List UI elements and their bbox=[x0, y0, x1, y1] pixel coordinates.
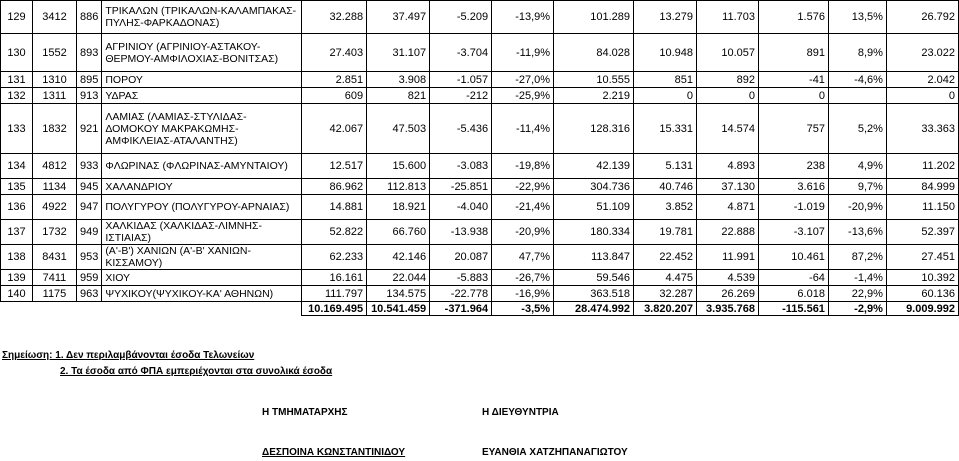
value-cell: 2.851 bbox=[302, 72, 367, 88]
value-cell: 128.316 bbox=[554, 104, 634, 154]
table-row bbox=[1, 154, 959, 179]
office-code-cell: 913 bbox=[76, 88, 101, 104]
row-index-cell: 135 bbox=[1, 179, 33, 195]
code-cell: 8431 bbox=[32, 245, 76, 270]
value-cell: 42.067 bbox=[302, 104, 367, 154]
office-code-cell: 895 bbox=[76, 72, 101, 88]
office-code-cell: 933 bbox=[76, 154, 101, 179]
row-index-cell: 134 bbox=[1, 154, 33, 179]
value-cell: 1.576 bbox=[758, 1, 828, 34]
office-name-cell: ΧΙΟΥ bbox=[102, 270, 302, 286]
value-cell: 5,2% bbox=[828, 104, 886, 154]
table-body bbox=[1, 1, 959, 316]
value-cell: 10.948 bbox=[634, 34, 697, 72]
value-cell: 14.881 bbox=[302, 195, 367, 220]
office-code-cell: 959 bbox=[76, 270, 101, 286]
value-cell: 112.813 bbox=[367, 179, 430, 195]
value-cell: 13.279 bbox=[634, 1, 697, 34]
value-cell: -41 bbox=[758, 72, 828, 88]
value-cell: 113.847 bbox=[554, 245, 634, 270]
code-cell: 1175 bbox=[32, 286, 76, 302]
value-cell: 37.130 bbox=[697, 179, 759, 195]
value-cell: 4.871 bbox=[697, 195, 759, 220]
value-cell: 47,7% bbox=[492, 245, 554, 270]
value-cell: -11,4% bbox=[492, 104, 554, 154]
value-cell: 52.397 bbox=[886, 220, 958, 245]
value-cell: 26.269 bbox=[697, 286, 759, 302]
value-cell: -22,9% bbox=[492, 179, 554, 195]
value-cell: 19.781 bbox=[634, 220, 697, 245]
value-cell: -13,6% bbox=[828, 220, 886, 245]
value-cell: 32.287 bbox=[634, 286, 697, 302]
value-cell: 86.962 bbox=[302, 179, 367, 195]
value-cell: 3.852 bbox=[634, 195, 697, 220]
code-cell: 4812 bbox=[32, 154, 76, 179]
value-cell: 0 bbox=[886, 88, 958, 104]
table-row bbox=[1, 34, 959, 72]
office-name-cell: ΥΔΡΑΣ bbox=[102, 88, 302, 104]
value-cell: 13,5% bbox=[828, 1, 886, 34]
value-cell: 11.202 bbox=[886, 154, 958, 179]
value-cell: 4.893 bbox=[697, 154, 759, 179]
office-name-cell: ΦΛΩΡΙΝΑΣ (ΦΛΩΡΙΝΑΣ-ΑΜΥΝΤΑΙΟΥ) bbox=[102, 154, 302, 179]
total-value-cell: 10.169.495 bbox=[302, 302, 367, 316]
blank-cell bbox=[102, 302, 302, 316]
value-cell: 62.233 bbox=[302, 245, 367, 270]
value-cell: 11.991 bbox=[697, 245, 759, 270]
value-cell: 11.703 bbox=[697, 1, 759, 34]
value-cell: 10.555 bbox=[554, 72, 634, 88]
value-cell: 6.018 bbox=[758, 286, 828, 302]
signature-left-name: ΔΕΣΠΟΙΝΑ ΚΩΝΣΤΑΝΤΙΝΙΔΟΥ bbox=[262, 447, 406, 458]
value-cell: -22.778 bbox=[430, 286, 492, 302]
value-cell: 238 bbox=[758, 154, 828, 179]
value-cell: 60.136 bbox=[886, 286, 958, 302]
value-cell: -3.107 bbox=[758, 220, 828, 245]
value-cell: 18.921 bbox=[367, 195, 430, 220]
row-index-cell: 138 bbox=[1, 245, 33, 270]
value-cell: -4,6% bbox=[828, 72, 886, 88]
code-cell: 3412 bbox=[32, 1, 76, 34]
value-cell bbox=[828, 88, 886, 104]
value-cell: 892 bbox=[697, 72, 759, 88]
value-cell: 15.600 bbox=[367, 154, 430, 179]
value-cell: 10.392 bbox=[886, 270, 958, 286]
office-name-cell: (Α'-Β') ΧΑΝΙΩΝ (Α'-Β' ΧΑΝΙΩΝ-ΚΙΣΣΑΜΟΥ) bbox=[102, 245, 302, 270]
value-cell: 22.044 bbox=[367, 270, 430, 286]
value-cell: 2.042 bbox=[886, 72, 958, 88]
value-cell: 0 bbox=[634, 88, 697, 104]
code-cell: 7411 bbox=[32, 270, 76, 286]
office-code-cell: 893 bbox=[76, 34, 101, 72]
value-cell: 821 bbox=[367, 88, 430, 104]
office-name-cell: ΧΑΛΚΙΔΑΣ (ΧΑΛΚΙΔΑΣ-ΛΙΜΝΗΣ-ΙΣΤΙΑΙΑΣ) bbox=[102, 220, 302, 245]
value-cell: 20.087 bbox=[430, 245, 492, 270]
office-name-cell: ΠΟΛΥΓΥΡΟΥ (ΠΟΛΥΓΥΡΟΥ-ΑΡΝΑΙΑΣ) bbox=[102, 195, 302, 220]
total-value-cell: -3,5% bbox=[492, 302, 554, 316]
total-value-cell: -2,9% bbox=[828, 302, 886, 316]
value-cell: -5.436 bbox=[430, 104, 492, 154]
value-cell: 304.736 bbox=[554, 179, 634, 195]
row-index-cell: 130 bbox=[1, 34, 33, 72]
table-row bbox=[1, 286, 959, 302]
value-cell: 59.546 bbox=[554, 270, 634, 286]
value-cell: 15.331 bbox=[634, 104, 697, 154]
table-row bbox=[1, 270, 959, 286]
value-cell: 16.161 bbox=[302, 270, 367, 286]
office-code-cell: 945 bbox=[76, 179, 101, 195]
office-name-cell: ΑΓΡΙΝΙΟΥ (ΑΓΡΙΝΙΟΥ-ΑΣΤΑΚΟΥ-ΘΕΡΜΟΥ-ΑΜΦΙΛΟΧΙΑΣ-ΒΟΝΙΤΣΑΣ) bbox=[102, 34, 302, 72]
value-cell: -21,4% bbox=[492, 195, 554, 220]
value-cell: -5.209 bbox=[430, 1, 492, 34]
total-value-cell: 28.474.992 bbox=[554, 302, 634, 316]
code-cell: 1311 bbox=[32, 88, 76, 104]
code-cell: 1134 bbox=[32, 179, 76, 195]
value-cell: 11.150 bbox=[886, 195, 958, 220]
value-cell: -1.019 bbox=[758, 195, 828, 220]
value-cell: 363.518 bbox=[554, 286, 634, 302]
table-row bbox=[1, 179, 959, 195]
value-cell: 4.539 bbox=[697, 270, 759, 286]
row-index-cell: 132 bbox=[1, 88, 33, 104]
value-cell: 180.334 bbox=[554, 220, 634, 245]
code-cell: 4922 bbox=[32, 195, 76, 220]
blank-cell bbox=[1, 302, 33, 316]
table-row bbox=[1, 88, 959, 104]
value-cell: 111.797 bbox=[302, 286, 367, 302]
value-cell: -1.057 bbox=[430, 72, 492, 88]
row-index-cell: 129 bbox=[1, 1, 33, 34]
office-code-cell: 921 bbox=[76, 104, 101, 154]
value-cell: -19,8% bbox=[492, 154, 554, 179]
row-index-cell: 139 bbox=[1, 270, 33, 286]
office-name-cell: ΧΑΛΑΝΔΡΙΟΥ bbox=[102, 179, 302, 195]
value-cell: -1,4% bbox=[828, 270, 886, 286]
row-index-cell: 137 bbox=[1, 220, 33, 245]
value-cell: 32.288 bbox=[302, 1, 367, 34]
value-cell: -5.883 bbox=[430, 270, 492, 286]
row-index-cell: 131 bbox=[1, 72, 33, 88]
value-cell: 66.760 bbox=[367, 220, 430, 245]
value-cell: 3.908 bbox=[367, 72, 430, 88]
value-cell: 757 bbox=[758, 104, 828, 154]
value-cell: 10.057 bbox=[697, 34, 759, 72]
signature-left-title: Η ΤΜΗΜΑΤΑΡΧΗΣ bbox=[262, 407, 348, 418]
office-code-cell: 953 bbox=[76, 245, 101, 270]
table-row bbox=[1, 72, 959, 88]
value-cell: -64 bbox=[758, 270, 828, 286]
value-cell: 14.574 bbox=[697, 104, 759, 154]
signature-right-title: Η ΔΙΕΥΘΥΝΤΡΙΑ bbox=[482, 407, 559, 418]
value-cell: -11,9% bbox=[492, 34, 554, 72]
value-cell: 134.575 bbox=[367, 286, 430, 302]
row-index-cell: 140 bbox=[1, 286, 33, 302]
value-cell: 40.746 bbox=[634, 179, 697, 195]
total-value-cell: 3.820.207 bbox=[634, 302, 697, 316]
note-line-1: Σημείωση: 1. Δεν περιλαμβάνονται έσοδα Τελωνείων bbox=[2, 350, 255, 361]
office-name-cell: ΠΟΡΟΥ bbox=[102, 72, 302, 88]
value-cell: 4,9% bbox=[828, 154, 886, 179]
code-cell: 1732 bbox=[32, 220, 76, 245]
value-cell: 37.497 bbox=[367, 1, 430, 34]
value-cell: 12.517 bbox=[302, 154, 367, 179]
office-code-cell: 963 bbox=[76, 286, 101, 302]
value-cell: -3.083 bbox=[430, 154, 492, 179]
value-cell: -27,0% bbox=[492, 72, 554, 88]
note-line-2: 2. Τα έσοδα από ΦΠΑ εμπεριέχονται στα συνολικά έσοδα bbox=[60, 366, 333, 377]
value-cell: 10.461 bbox=[758, 245, 828, 270]
value-cell: 22.888 bbox=[697, 220, 759, 245]
value-cell: 52.822 bbox=[302, 220, 367, 245]
value-cell: 609 bbox=[302, 88, 367, 104]
value-cell: 8,9% bbox=[828, 34, 886, 72]
table-row bbox=[1, 104, 959, 154]
table-row bbox=[1, 245, 959, 270]
code-cell: 1832 bbox=[32, 104, 76, 154]
value-cell: -26,7% bbox=[492, 270, 554, 286]
value-cell: -13,9% bbox=[492, 1, 554, 34]
value-cell: 87,2% bbox=[828, 245, 886, 270]
value-cell: 84.028 bbox=[554, 34, 634, 72]
total-value-cell: 10.541.459 bbox=[367, 302, 430, 316]
value-cell: 4.475 bbox=[634, 270, 697, 286]
total-value-cell: -371.964 bbox=[430, 302, 492, 316]
office-name-cell: ΨΥΧΙΚΟΥ(ΨΥΧΙΚΟΥ-ΚΑ' ΑΘΗΝΩΝ) bbox=[102, 286, 302, 302]
value-cell: 0 bbox=[697, 88, 759, 104]
value-cell: 51.109 bbox=[554, 195, 634, 220]
office-name-cell: ΤΡΙΚΑΛΩΝ (ΤΡΙΚΑΛΩΝ-ΚΑΛΑΜΠΑΚΑΣ-ΠΥΛΗΣ-ΦΑΡΚΑΔΟΝΑΣ) bbox=[102, 1, 302, 34]
value-cell: 31.107 bbox=[367, 34, 430, 72]
blank-cell bbox=[76, 302, 101, 316]
value-cell: 23.022 bbox=[886, 34, 958, 72]
value-cell: -4.040 bbox=[430, 195, 492, 220]
total-value-cell: 3.935.768 bbox=[697, 302, 759, 316]
value-cell: -20,9% bbox=[828, 195, 886, 220]
value-cell: 2.219 bbox=[554, 88, 634, 104]
office-code-cell: 947 bbox=[76, 195, 101, 220]
row-index-cell: 136 bbox=[1, 195, 33, 220]
office-code-cell: 886 bbox=[76, 1, 101, 34]
value-cell: -25,9% bbox=[492, 88, 554, 104]
value-cell: 891 bbox=[758, 34, 828, 72]
value-cell: -20,9% bbox=[492, 220, 554, 245]
value-cell: -16,9% bbox=[492, 286, 554, 302]
table-row bbox=[1, 1, 959, 34]
value-cell: 27.451 bbox=[886, 245, 958, 270]
value-cell: -13.938 bbox=[430, 220, 492, 245]
value-cell: 42.139 bbox=[554, 154, 634, 179]
value-cell: 101.289 bbox=[554, 1, 634, 34]
code-cell: 1552 bbox=[32, 34, 76, 72]
value-cell: 42.146 bbox=[367, 245, 430, 270]
total-row bbox=[1, 302, 959, 316]
value-cell: 22.452 bbox=[634, 245, 697, 270]
table-row bbox=[1, 195, 959, 220]
value-cell: -25.851 bbox=[430, 179, 492, 195]
value-cell: -212 bbox=[430, 88, 492, 104]
office-name-cell: ΛΑΜΙΑΣ (ΛΑΜΙΑΣ-ΣΤΥΛΙΔΑΣ-ΔΟΜΟΚΟΥ ΜΑΚΡΑΚΩΜΗΣ-ΑΜΦΙΚΛΕΙΑΣ-ΑΤΑΛΑΝΤΗΣ) bbox=[102, 104, 302, 154]
signature-right-name: ΕΥΑΝΘΙΑ ΧΑΤΖΗΠΑΝΑΓΙΩΤΟΥ bbox=[482, 447, 628, 458]
value-cell: 47.503 bbox=[367, 104, 430, 154]
value-cell: 5.131 bbox=[634, 154, 697, 179]
table-row bbox=[1, 220, 959, 245]
blank-cell bbox=[32, 302, 76, 316]
value-cell: 84.999 bbox=[886, 179, 958, 195]
total-value-cell: -115.561 bbox=[758, 302, 828, 316]
value-cell: 26.792 bbox=[886, 1, 958, 34]
value-cell: 0 bbox=[758, 88, 828, 104]
code-cell: 1310 bbox=[32, 72, 76, 88]
value-cell: 22,9% bbox=[828, 286, 886, 302]
value-cell: 27.403 bbox=[302, 34, 367, 72]
value-cell: 3.616 bbox=[758, 179, 828, 195]
value-cell: 851 bbox=[634, 72, 697, 88]
value-cell: -3.704 bbox=[430, 34, 492, 72]
value-cell: 9,7% bbox=[828, 179, 886, 195]
total-value-cell: 9.009.992 bbox=[886, 302, 958, 316]
row-index-cell: 133 bbox=[1, 104, 33, 154]
value-cell: 33.363 bbox=[886, 104, 958, 154]
office-code-cell: 949 bbox=[76, 220, 101, 245]
